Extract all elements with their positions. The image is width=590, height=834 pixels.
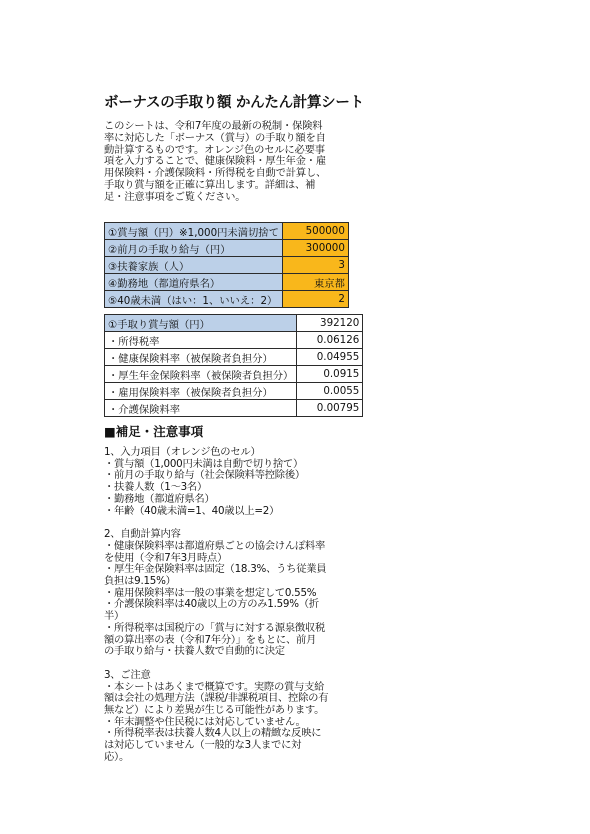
input-label: ②前月の手取り給与（円）	[105, 240, 283, 257]
input-row-bonus	[105, 223, 349, 240]
notes-line: ・前月の手取り給与（社会保険料等控除後）	[104, 469, 305, 482]
result-label: ・健康保険料率（被保険者負担分）	[105, 349, 297, 366]
result-row-income-tax	[105, 332, 363, 349]
intro-line: このシートは、令和7年度の最新の税制・保険料	[104, 120, 323, 132]
notes-line: 3、ご注意	[104, 668, 151, 681]
notes-line: ・本シートはあくまで概算です。実際の賞与支給	[104, 680, 325, 693]
notes-line: ・勤務地（都道府県名）	[104, 492, 215, 505]
notes-line: ・厚生年金保険料率は固定（18.3%、うち従業員	[104, 563, 327, 576]
input-label: ⑤40歳未満（はい：1、いいえ：2）	[105, 291, 283, 308]
result-label: ・厚生年金保険料率（被保険者負担分）	[105, 366, 297, 383]
result-label: ・介護保険料率	[105, 400, 297, 417]
nursing-care-rate-value: 0.00795	[297, 400, 363, 417]
intro-paragraph	[104, 121, 354, 204]
result-row-health	[105, 349, 363, 366]
result-label: ・雇用保険料率（被保険者負担分）	[105, 383, 297, 400]
bonus-amount-input[interactable]: 500000	[282, 223, 348, 240]
notes-line: 無など）により差異が生じる可能性があります。	[104, 704, 325, 717]
input-label: ④勤務地（都道府県名）	[105, 274, 283, 291]
notes-line: ・介護保険料率は40歳以上の方のみ1.59%（折	[104, 598, 319, 611]
notes-line: 半）	[104, 610, 125, 623]
notes-line: 2、自動計算内容	[104, 528, 181, 541]
notes-line: ・年齢（40歳未満=1、40歳以上=2）	[104, 504, 280, 517]
notes-line: の手取り給与・扶養人数で自動的に決定	[104, 645, 285, 658]
notes-line: 1、入力項目（オレンジ色のセル）	[104, 446, 261, 458]
intro-line: 用保険料・介護保険料・所得税を自動で計算し、	[104, 167, 327, 180]
input-row-dependents	[105, 257, 349, 274]
intro-line: 動計算するものです。オレンジ色のセルに必要事	[104, 143, 325, 156]
prev-salary-input[interactable]: 300000	[282, 240, 348, 257]
input-row-prefecture	[105, 274, 349, 291]
intro-line: 手取り賞与額を正確に算出します。詳細は、補	[104, 178, 316, 191]
result-label: ①手取り賞与額（円）	[105, 315, 297, 332]
notes-line: 額の算出率の表（令和7年分）」をもとに、前月	[104, 633, 317, 646]
notes-line: を使用（令和7年3月時点）	[104, 551, 228, 564]
input-label: ③扶養家族（人）	[105, 257, 283, 274]
notes-line: は対応していません（一般的な3人までに対	[104, 739, 302, 752]
notes-line: ・所得税率表は扶養人数4人以上の精緻な反映に	[104, 727, 322, 740]
input-row-prev-salary	[105, 240, 349, 257]
notes-heading: ■補足・注意事項	[104, 424, 204, 439]
notes-line: ・扶養人数（1～3名）	[104, 481, 208, 494]
result-row-pension	[105, 366, 363, 383]
result-label: ・所得税率	[105, 332, 297, 349]
notes-line: 応）。	[104, 750, 129, 763]
result-row-employment	[105, 383, 363, 400]
notes-line: ・所得税率は国税庁の「賞与に対する源泉徴収税	[104, 621, 326, 634]
notes-line: 額は会社の処理方法（課税/非課税項目、控除の有	[104, 692, 329, 705]
intro-line: 率に対応した「ボーナス（賞与）の手取り額を自	[104, 131, 326, 144]
net-bonus-value: 392120	[297, 315, 363, 332]
result-row-nursing	[105, 400, 363, 417]
notes-line: ・雇用保険料率は一般の事業を想定して0.55%	[104, 586, 317, 599]
age-flag-input[interactable]: 2	[282, 291, 348, 308]
income-tax-rate-value: 0.06126	[297, 332, 363, 349]
health-insurance-rate-value: 0.04955	[297, 349, 363, 366]
page-title: ボーナスの手取り額 かんたん計算シート	[104, 95, 364, 111]
input-row-age	[105, 291, 349, 308]
result-table	[104, 314, 363, 417]
notes-line: 負担は9.15%）	[104, 575, 176, 588]
pension-rate-value: 0.0915	[297, 366, 363, 383]
input-label: ①賞与額（円）※1,000円未満切捨て	[105, 223, 283, 240]
result-row-net-bonus	[105, 315, 363, 332]
notes-body	[104, 447, 366, 764]
intro-line: 足・注意事項をご覧ください。	[104, 190, 246, 203]
employment-insurance-rate-value: 0.0055	[297, 383, 363, 400]
notes-line: ・健康保険料率は都道府県ごとの協会けんぽ料率	[104, 539, 326, 552]
notes-line: ・年末調整や住民税には対応していません。	[104, 715, 306, 728]
notes-line: ・賞与額（1,000円未満は自動で切り捨て）	[104, 457, 304, 470]
intro-line: 項を入力することで、健康保険料・厚生年金・雇	[104, 155, 326, 168]
input-table	[104, 222, 349, 308]
prefecture-input[interactable]: 東京都	[282, 274, 348, 291]
dependents-input[interactable]: 3	[282, 257, 348, 274]
